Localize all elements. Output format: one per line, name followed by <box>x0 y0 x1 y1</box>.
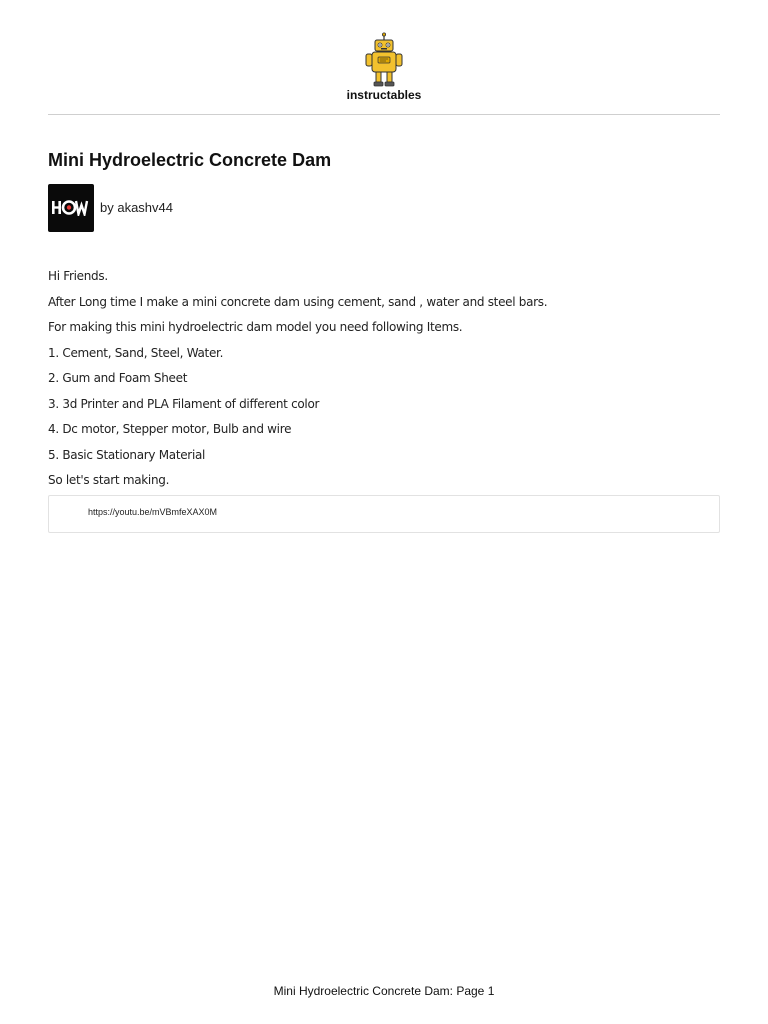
author-byline[interactable]: by akashv44 <box>100 200 173 215</box>
page-footer: Mini Hydroelectric Concrete Dam: Page 1 <box>273 984 495 998</box>
list-item: 2. Gum and Foam Sheet <box>48 371 188 385</box>
brand-name[interactable]: instructables <box>346 88 422 102</box>
article-body <box>48 266 720 496</box>
list-item: 1. Cement, Sand, Steel, Water. <box>48 345 224 360</box>
list-item: 4. Dc motor, Stepper motor, Bulb and wire <box>48 422 292 436</box>
video-embed-box <box>48 495 720 533</box>
header-divider <box>48 114 720 115</box>
list-item: 3. 3d Printer and PLA Filament of different color <box>48 396 320 411</box>
instructables-robot-icon[interactable] <box>362 32 406 88</box>
paragraph: So let's start making. <box>48 473 170 487</box>
paragraph: For making this mini hydroelectric dam model you need following Items. <box>48 320 463 334</box>
how-logo-avatar <box>52 200 90 216</box>
video-link[interactable]: https://youtu.be/mVBmfeXAX0M <box>88 507 218 517</box>
list-item: 5. Basic Stationary Material <box>48 447 206 462</box>
page-header <box>0 30 768 104</box>
page-title: Mini Hydroelectric Concrete Dam <box>48 150 332 170</box>
paragraph: After Long time I make a mini concrete dam using cement, sand , water and steel bars. <box>48 294 548 309</box>
paragraph: Hi Friends. <box>48 269 108 283</box>
author-avatar[interactable] <box>48 184 94 232</box>
